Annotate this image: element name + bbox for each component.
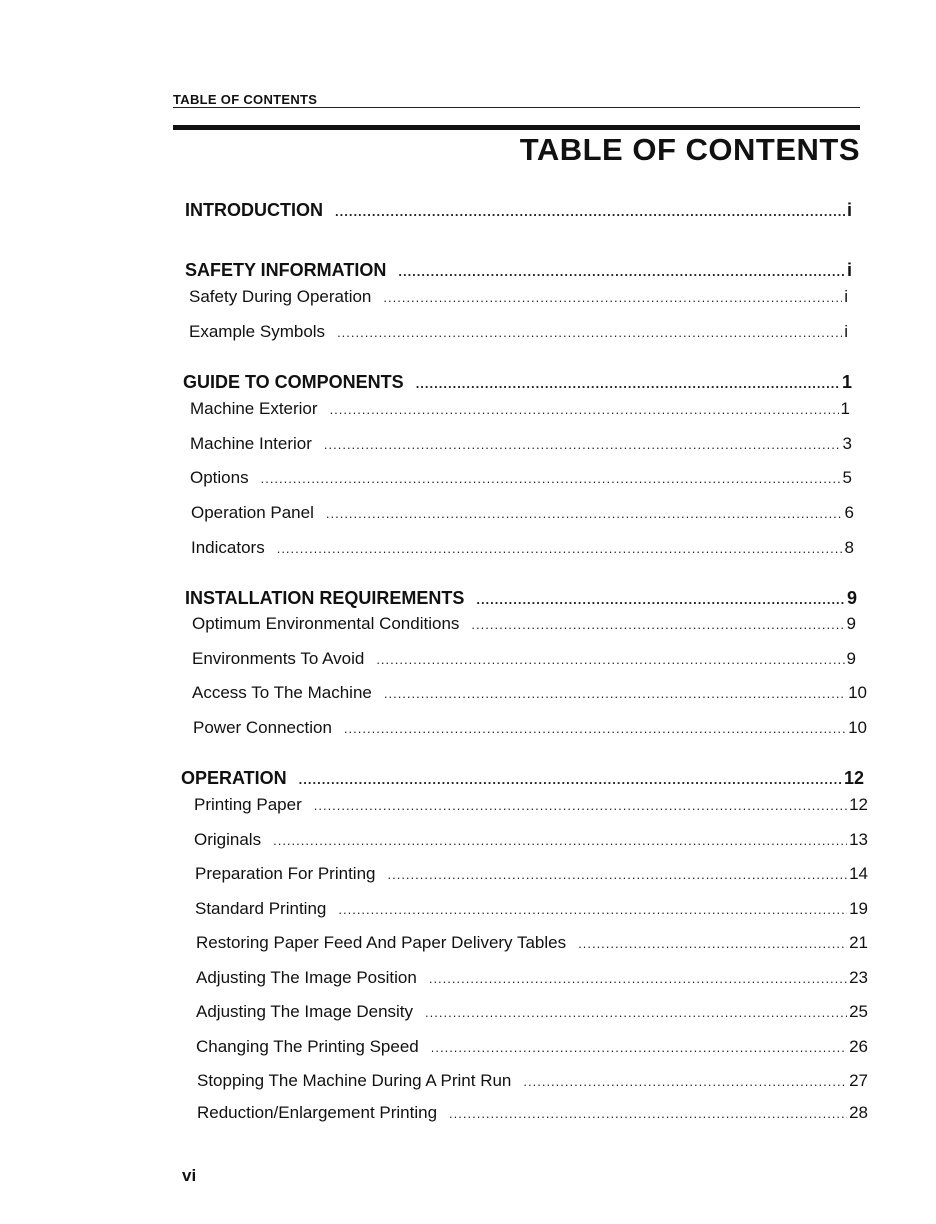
dot-leader bbox=[383, 286, 842, 310]
dot-leader bbox=[387, 863, 847, 887]
toc-entry-page: 1 bbox=[841, 372, 852, 392]
title-rule bbox=[173, 125, 860, 130]
dot-leader bbox=[384, 682, 846, 706]
toc-entry-title: INSTALLATION REQUIREMENTS bbox=[185, 588, 465, 608]
toc-entry-title: Changing The Printing Speed bbox=[196, 1037, 419, 1056]
toc-entry-page: 9 bbox=[846, 588, 857, 608]
page-title: TABLE OF CONTENTS bbox=[519, 132, 860, 167]
dot-leader bbox=[261, 467, 841, 491]
dot-leader bbox=[416, 372, 840, 396]
toc-chapter-installation-requirements[interactable] bbox=[185, 586, 857, 612]
toc-section[interactable] bbox=[189, 320, 848, 345]
toc-entry-page: 28 bbox=[849, 1103, 868, 1122]
toc-section[interactable] bbox=[192, 681, 867, 706]
toc-entry-title: Indicators bbox=[191, 538, 265, 557]
toc-entry-title: SAFETY INFORMATION bbox=[185, 260, 387, 280]
toc-entry-page: 27 bbox=[849, 1071, 868, 1090]
toc-entry-title: Adjusting The Image Position bbox=[196, 968, 417, 987]
toc-section[interactable] bbox=[190, 432, 852, 457]
toc-entry-page: 19 bbox=[849, 899, 868, 918]
toc-entry-page: 9 bbox=[846, 649, 856, 668]
toc-entry-title: Standard Printing bbox=[195, 899, 327, 918]
toc-entry-page: 10 bbox=[848, 718, 867, 737]
toc-section[interactable] bbox=[194, 793, 868, 818]
dot-leader bbox=[523, 1070, 847, 1094]
dot-leader bbox=[471, 613, 844, 637]
dot-leader bbox=[335, 200, 845, 224]
toc-section[interactable] bbox=[196, 1000, 868, 1025]
dot-leader bbox=[326, 502, 843, 526]
toc-section[interactable] bbox=[196, 931, 868, 956]
toc-entry-page: 23 bbox=[849, 968, 868, 987]
dot-leader bbox=[431, 1036, 847, 1060]
toc-section[interactable] bbox=[189, 285, 848, 310]
dot-leader bbox=[299, 768, 842, 792]
toc-entry-title: Operation Panel bbox=[191, 503, 314, 522]
toc-entry-title: Preparation For Printing bbox=[195, 864, 376, 883]
toc-chapter-introduction[interactable] bbox=[185, 198, 852, 224]
toc-entry-title: INTRODUCTION bbox=[185, 200, 323, 220]
dot-leader bbox=[398, 260, 845, 284]
dot-leader bbox=[449, 1102, 847, 1126]
toc-entry-page: 8 bbox=[844, 538, 854, 557]
page-number: vi bbox=[182, 1166, 197, 1185]
toc-entry-title: Environments To Avoid bbox=[192, 649, 365, 668]
toc-section[interactable] bbox=[196, 966, 868, 991]
toc-section[interactable] bbox=[191, 536, 854, 561]
toc-entry-title: GUIDE TO COMPONENTS bbox=[183, 372, 404, 392]
toc-entry-page: 12 bbox=[843, 768, 864, 788]
toc-section[interactable] bbox=[196, 1035, 868, 1060]
toc-entry-title: Machine Interior bbox=[190, 434, 312, 453]
toc-entry-title: OPERATION bbox=[181, 768, 287, 788]
dot-leader bbox=[429, 967, 847, 991]
dot-leader bbox=[344, 717, 846, 741]
dot-leader bbox=[273, 829, 847, 853]
dot-leader bbox=[376, 648, 844, 672]
toc-entry-title: Reduction/Enlargement Printing bbox=[197, 1103, 438, 1122]
toc-chapter-guide-to-components[interactable] bbox=[183, 370, 852, 396]
toc-entry-page: 25 bbox=[849, 1002, 868, 1021]
dot-leader bbox=[425, 1001, 847, 1025]
toc-entry-page: 3 bbox=[842, 434, 852, 453]
toc-entry-page: i bbox=[844, 287, 848, 306]
dot-leader bbox=[324, 433, 841, 457]
dot-leader bbox=[337, 321, 842, 345]
header-rule bbox=[173, 107, 860, 108]
toc-entry-page: 10 bbox=[848, 683, 867, 702]
dot-leader bbox=[314, 794, 847, 818]
toc-section[interactable] bbox=[195, 897, 868, 922]
toc-entry-page: 21 bbox=[849, 933, 868, 952]
dot-leader bbox=[476, 588, 845, 612]
toc-entry-page: 1 bbox=[840, 399, 850, 418]
toc-entry-title: Originals bbox=[194, 830, 262, 849]
toc-section[interactable] bbox=[197, 1069, 868, 1094]
toc-section[interactable] bbox=[192, 612, 856, 637]
toc-section[interactable] bbox=[197, 1101, 868, 1126]
toc-entry-title: Power Connection bbox=[193, 718, 332, 737]
toc-entry-page: 12 bbox=[849, 795, 868, 814]
toc-entry-page: 6 bbox=[844, 503, 854, 522]
toc-entry-page: 14 bbox=[849, 864, 868, 883]
toc-entry-page: 26 bbox=[849, 1037, 868, 1056]
toc-entry-page: 5 bbox=[842, 468, 852, 487]
dot-leader bbox=[277, 537, 843, 561]
toc-entry-title: Printing Paper bbox=[194, 795, 302, 814]
toc-section[interactable] bbox=[195, 862, 868, 887]
toc-section[interactable] bbox=[193, 716, 867, 741]
toc-entry-title: Access To The Machine bbox=[192, 683, 372, 702]
toc-section[interactable] bbox=[190, 397, 850, 422]
toc-entry-title: Options bbox=[190, 468, 249, 487]
toc-section[interactable] bbox=[192, 647, 856, 672]
toc-entry-title: Example Symbols bbox=[189, 322, 326, 341]
toc-entry-page: i bbox=[846, 260, 852, 280]
toc-section[interactable] bbox=[191, 501, 854, 526]
toc-entry-title: Safety During Operation bbox=[189, 287, 372, 306]
toc-entry-page: 9 bbox=[846, 614, 856, 633]
dot-leader bbox=[578, 932, 847, 956]
toc-section[interactable] bbox=[190, 466, 852, 491]
toc-entry-page: i bbox=[846, 200, 852, 220]
toc-entry-page: 13 bbox=[849, 830, 868, 849]
toc-entry-title: Machine Exterior bbox=[190, 399, 318, 418]
toc-entry-page: i bbox=[844, 322, 848, 341]
toc-entry-title: Optimum Environmental Conditions bbox=[192, 614, 460, 633]
running-header: TABLE OF CONTENTS bbox=[173, 92, 318, 107]
dot-leader bbox=[338, 898, 847, 922]
toc-entry-title: Adjusting The Image Density bbox=[196, 1002, 414, 1021]
dot-leader bbox=[330, 398, 839, 422]
toc-chapter-safety-information[interactable] bbox=[185, 258, 852, 284]
toc-entry-title: Stopping The Machine During A Print Run bbox=[197, 1071, 512, 1090]
toc-entry-title: Restoring Paper Feed And Paper Delivery Tables bbox=[196, 933, 567, 952]
toc-section[interactable] bbox=[194, 828, 868, 853]
toc-chapter-operation[interactable] bbox=[181, 766, 864, 792]
